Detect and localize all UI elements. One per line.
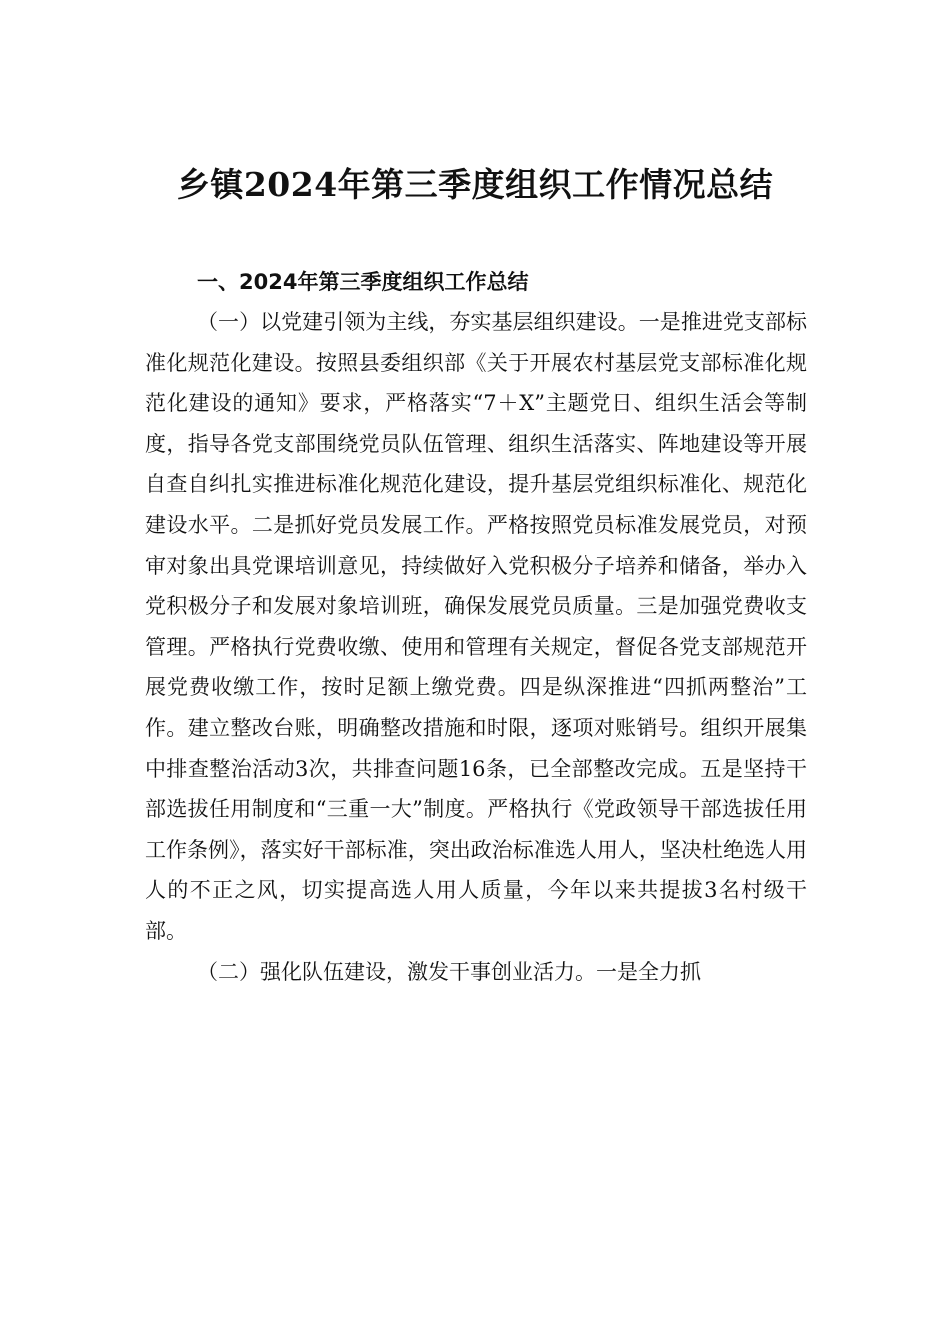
paragraph-1-lead: （一）以党建引领为主线，夯实基层组织建设。: [197, 310, 639, 334]
paragraph-1: [145, 302, 807, 952]
paragraph-2-body: 一是全力抓: [596, 959, 701, 984]
document-body: [145, 262, 807, 992]
section-heading: 一、2024年第三季度组织工作总结: [197, 270, 529, 294]
paragraph-2: [145, 952, 807, 993]
document-title: 乡镇2024年第三季度组织工作情况总结: [176, 165, 774, 204]
paragraph-2-lead: （二）强化队伍建设，激发干事创业活力。: [197, 959, 596, 984]
paragraph-1-body: 一是推进党支部标准化规范化建设。按照县委组织部《关于开展农村基层党支部标准化规范化建设的通知》要求，严格落实“7＋X”主题党日、组织生活会等制度，指导各党支部围绕党员队伍管理、组织生活落实、阵地建设等开展自查自纠扎实推进标准化规范化建设，提升基层党组织标准化、规范化建设水平。二是抓好党员发展工作。严格按照党员标准发展党员，对预审对象出具党课培训意见，持续做好入党积极分子培养和储备，举办入党积极分子和发展对象培训班，确保发展党员质量。三是加强党费收支管理。严格执行党费收缴、使用和管理有关规定，督促各党支部规范开展党费收缴工作，按时足额上缴党费。四是纵深推进“四抓两整治”工作。建立整改台账，明确整改措施和时限，逐项对账销号。组织开展集中排查整治活动3次，共排查问题16条，已全部整改完成。五是坚持干部选拔任用制度和“三重一大”制度。严格执行《党政领导干部选拔任用工作条例》，落实好干部标准，突出政治标准选人用人，坚决杜绝选人用人的不正之风，切实提高选人用人质量，今年以来共提拔3名村级干部。: [145, 310, 807, 943]
